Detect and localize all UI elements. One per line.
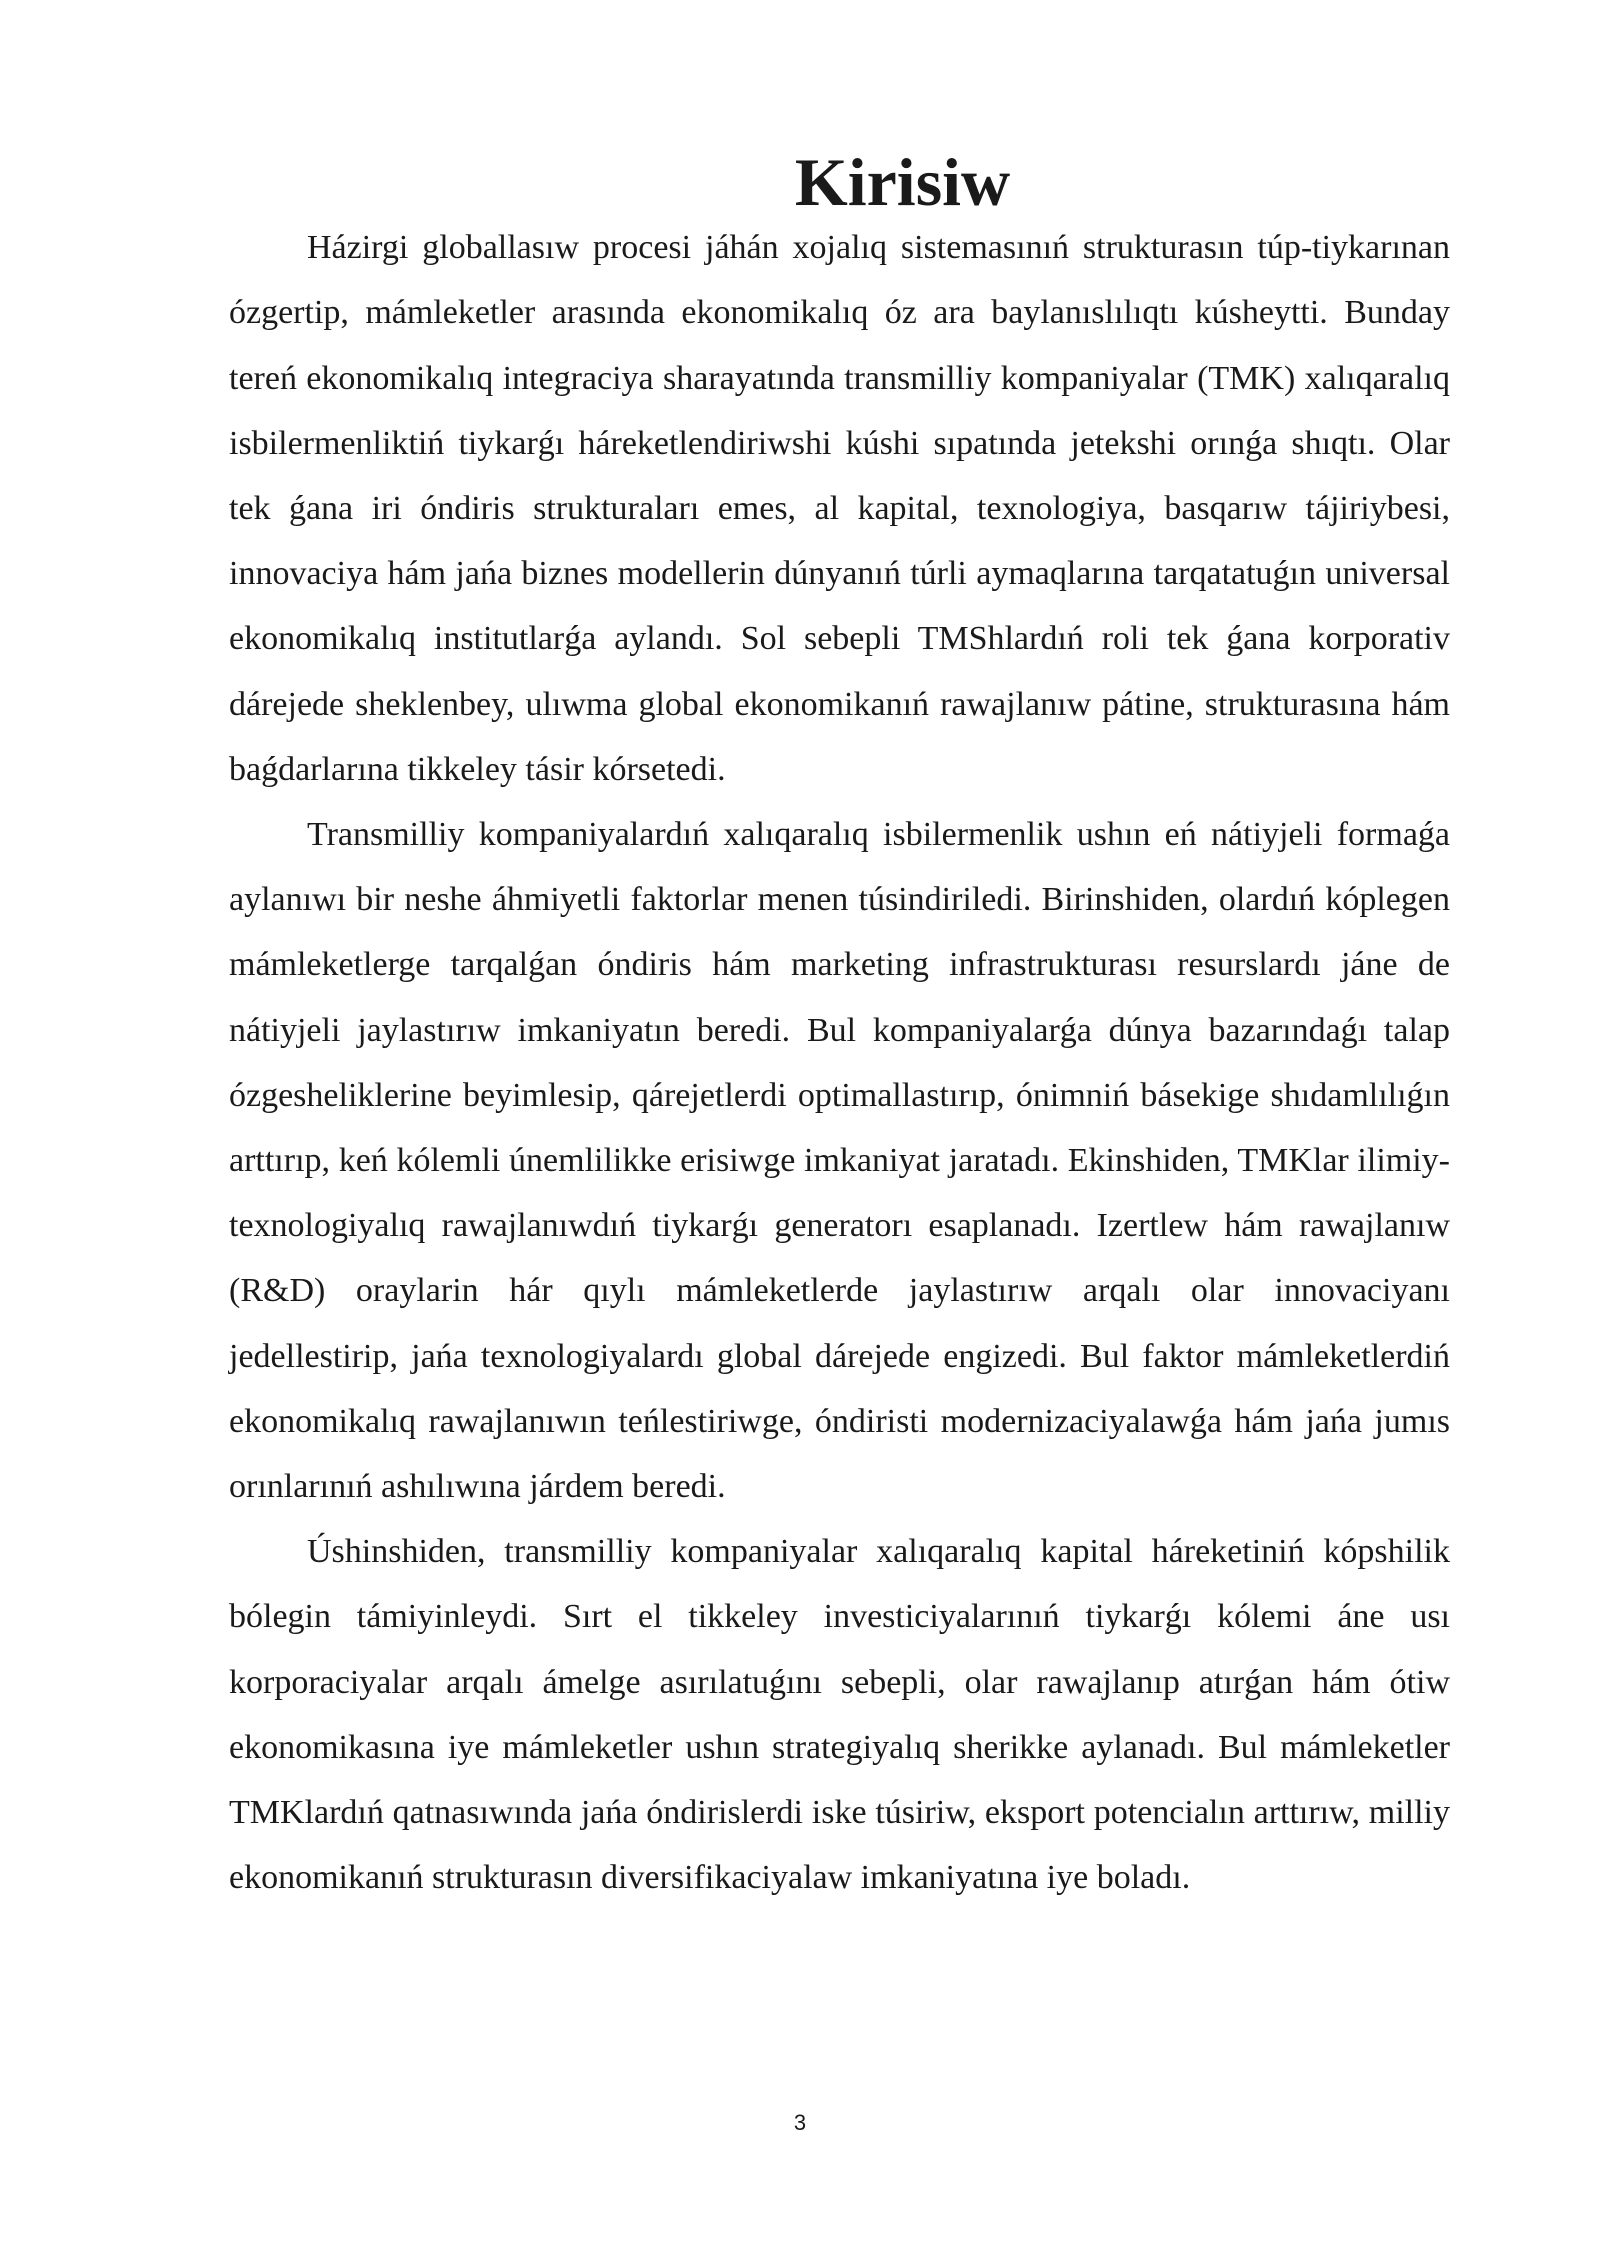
paragraph-2: Transmilliy kompaniyalardıń xalıqaralıq isbilermenlik ushın eń nátiyjeli formaǵa aylanıwı bir neshe áhmiyetli faktorlar menen túsindiriledi. Birinshiden, olardıń kóplegen mámleketlerge tarqalǵan óndiris hám marketing infrastrukturası resurslardı jáne de nátiyjeli jaylastırıw imkaniyatın beredi. Bul kompaniyalarǵa dúnya bazarındaǵı talap ózgesheliklerine beyimlesip, qárejetlerdi optimallastırıp, ónimniń básekige shıdamlılıǵın arttırıp, keń kólemli únemlilikke erisiwge imkaniyat jaratadı. Ekinshiden, TMKlar ilimiy-texnologiyalıq rawajlanıwdıń tiykarǵı generatorı esaplanadı. Izertlew hám rawajlanıw (R&D) oraylarin hár qıylı mámleketlerde jaylastırıw arqalı olar innovaciyanı jedellestirip, jańa texnologiyalardı global dárejede engizedi. Bul faktor mámleketlerdiń ekonomikalıq rawajlanıwın teńlestiriwge, óndiristi modernizaciyalawǵa hám jańa jumıs orınlarınıń ashılıwına járdem beredi. (229, 816, 1450, 1506)
section-heading: Kirisiw (794, 144, 1011, 220)
paragraph-1: Házirgi globallasıw procesi jáhán xojalıq sistemasınıń strukturasın túp-tiykarınan ózgertip, mámleketler arasında ekonomikalıq óz ara baylanıslılıqtı kúsheytti. Bunday tereń ekonomikalıq integraciya sharayatında transmilliy kompaniyalar (TMK) xalıqaralıq isbilermenliktiń tiykarǵı háreketlendiriwshi kúshi sıpatında jetekshi orınǵa shıqtı. Olar tek ǵana iri óndiris strukturaları emes, al kapital, texnologiya, basqarıw tájiriybesi, innovaciya hám jańa biznes modellerin dúnyanıń túrli aymaqlarına tarqatatuǵın universal ekonomikalıq institutlarǵa aylandı. Sol sebepli TMShlardıń roli tek ǵana korporativ dárejede sheklenbey, ulıwma global ekonomikanıń rawajlanıw pátine, strukturasına hám baǵdarlarına tikkeley tásir kórsetedi. (229, 229, 1450, 788)
document-body (229, 144, 1450, 1910)
paragraph-3: Úshinshiden, transmilliy kompaniyalar xalıqaralıq kapital háreketiniń kópshilik bólegin támiyinleydi. Sırt el tikkeley investiciyalarınıń tiykarǵı kólemi áne usı korporaciyalar arqalı ámelge asırılatuǵını sebepli, olar rawajlanıp atırǵan hám ótiw ekonomikasına iye mámleketler ushın strategiyalıq sherikke aylanadı. Bul mámleketler TMKlardıń qatnasıwında jańa óndirislerdi iske túsiriw, eksport potencialın arttırıw, milliy ekonomikanıń strukturasın diversifikaciyalaw imkaniyatına iye boladı. (229, 1533, 1450, 1897)
page-number: 3 (793, 2110, 807, 2135)
